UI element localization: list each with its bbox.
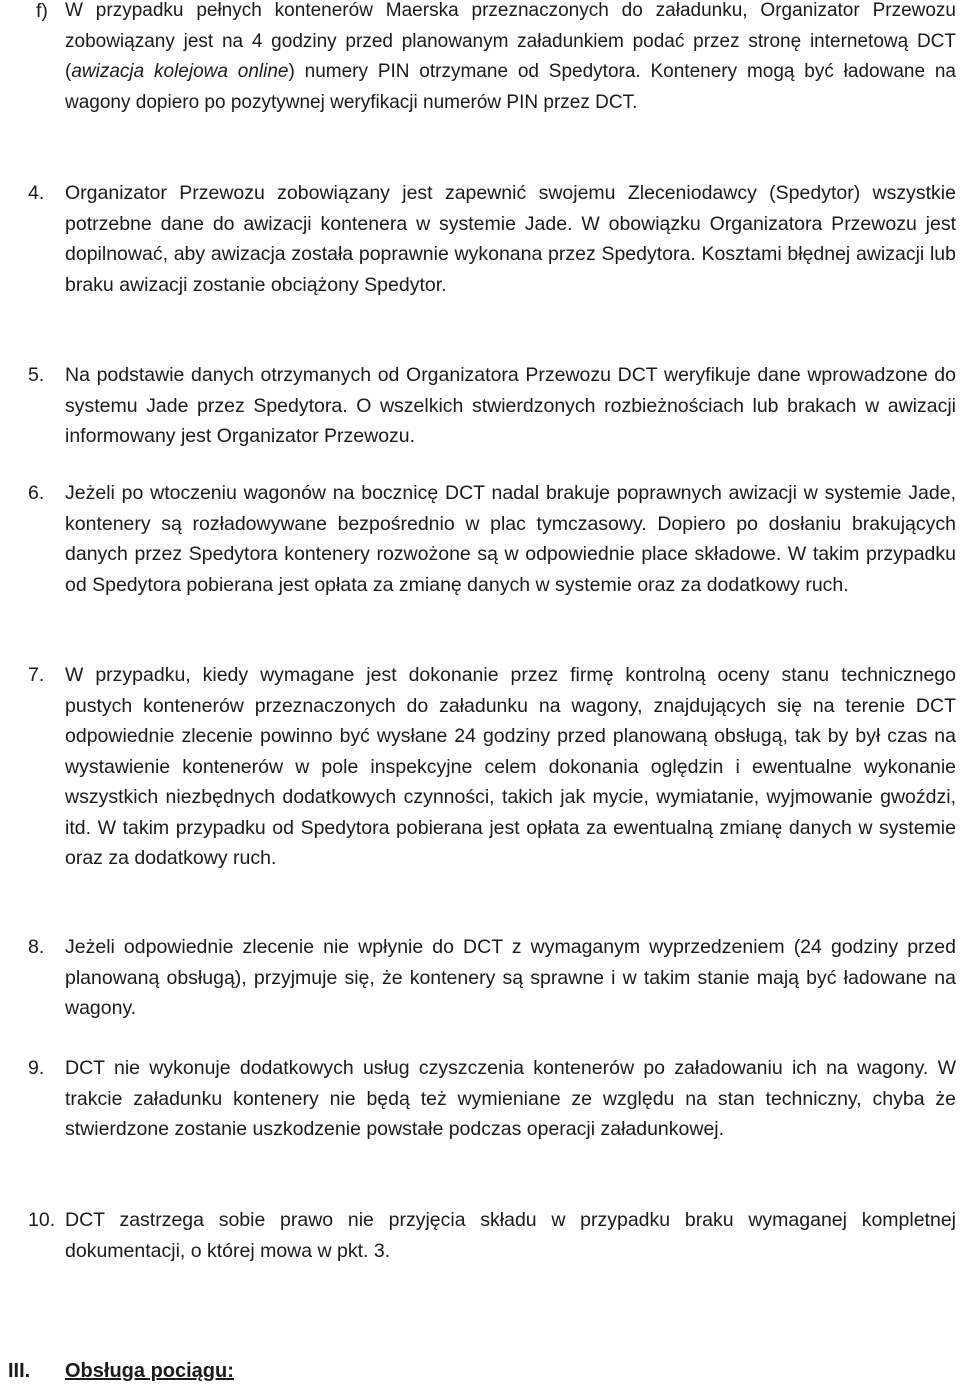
list-item-number: 4.: [28, 182, 45, 204]
list-item-number: 9.: [28, 1057, 45, 1079]
list-item-5: [28, 360, 956, 452]
list-item-text: DCT nie wykonuje dodatkowych usług czyszczenia kontenerów po załadowaniu ich na wagony. W trakcie załadunku kontenery nie będą też wymieniane ze względu na stan techniczny, chyba że stwierdzone zostanie uszkodzenie powstałe podczas operacji załadunkowej.: [65, 1057, 956, 1140]
list-item-4: [28, 178, 956, 300]
list-item-f: [28, 0, 956, 118]
list-item-number: 10.: [28, 1209, 56, 1231]
list-item-number: 5.: [28, 364, 45, 386]
list-item-number: 6.: [28, 482, 45, 504]
list-item-9: [28, 1053, 956, 1145]
list-item-text: Jeżeli odpowiednie zlecenie nie wpłynie do DCT z wymaganym wyprzedzeniem (24 godziny przed planowaną obsługą), przyjmuje się, że kontenery są sprawne i w takim stanie mają być ładowane na wagony.: [65, 936, 956, 1019]
list-item-text: W przypadku, kiedy wymagane jest dokonanie przez firmę kontrolną oceny stanu technicznego pustych kontenerów przeznaczonych do załadunku na wagony, znajdujących się na terenie DCT odpowiednie zlecenie powinno być wysłane 24 godziny przed planowaną obsługą, tak by był czas na wystawienie kontenerów w pole inspekcyjne celem dokonania oględzin i ewentualne wykonanie wszystkich niezbędnych dodatkowych czynności, takich jak mycie, wymiatanie, wyjmowanie gwoździ, itd. W takim przypadku od Spedytora pobierana jest opłata za ewentualną zmianę danych w systemie oraz za dodatkowy ruch.: [65, 664, 956, 869]
list-item-text: Na podstawie danych otrzymanych od Organizatora Przewozu DCT weryfikuje dane wprowadzone do systemu Jade przez Spedytora. O wszelkich stwierdzonych rozbieżnościach lub brakach w awizacji informowany jest Organizator Przewozu.: [65, 364, 956, 447]
list-item-6: [28, 478, 956, 600]
list-item-text: W przypadku pełnych kontenerów Maerska przeznaczonych do załadunku, Organizator Przewozu zobowiązany jest na 4 godziny przed planowanym załadunkiem podać przez stronę internetową DCT (awizacja kolejowa online) numery PIN otrzymane od Spedytora. Kontenery mogą być ładowane na wagony dopiero po pozytywnej weryfikacji numerów PIN przez DCT.: [65, 0, 956, 113]
section-title: Obsługa pociągu:: [65, 1360, 234, 1382]
list-item-number: f): [36, 0, 48, 22]
section-number: III.: [8, 1360, 31, 1382]
list-item-10: [28, 1205, 956, 1266]
list-item-number: 8.: [28, 936, 45, 958]
list-item-7: [28, 660, 956, 874]
list-item-text: Organizator Przewozu zobowiązany jest zapewnić swojemu Zleceniodawcy (Spedytor) wszystkie potrzebne dane do awizacji kontenera w systemie Jade. W obowiązku Organizatora Przewozu jest dopilnować, aby awizacja została poprawnie wykonana przez Spedytora. Kosztami błędnej awizacji lub braku awizacji zostanie obciążony Spedytor.: [65, 182, 956, 296]
list-item-8: [28, 932, 956, 1024]
list-item-text: Jeżeli po wtoczeniu wagonów na bocznicę DCT nadal brakuje poprawnych awizacji w systemie Jade, kontenery są rozładowywane bezpośrednio w plac tymczasowy. Dopiero po dosłaniu brakujących danych przez Spedytora kontenery rozwożone są w odpowiednie place składowe. W takim przypadku od Spedytora pobierana jest opłata za zmianę danych w systemie oraz za dodatkowy ruch.: [65, 482, 956, 596]
list-item-number: 7.: [28, 664, 45, 686]
list-item-text: DCT zastrzega sobie prawo nie przyjęcia składu w przypadku braku wymaganej kompletnej dokumentacji, o której mowa w pkt. 3.: [65, 1209, 956, 1262]
italic-term: awizacja kolejowa online: [71, 61, 289, 82]
